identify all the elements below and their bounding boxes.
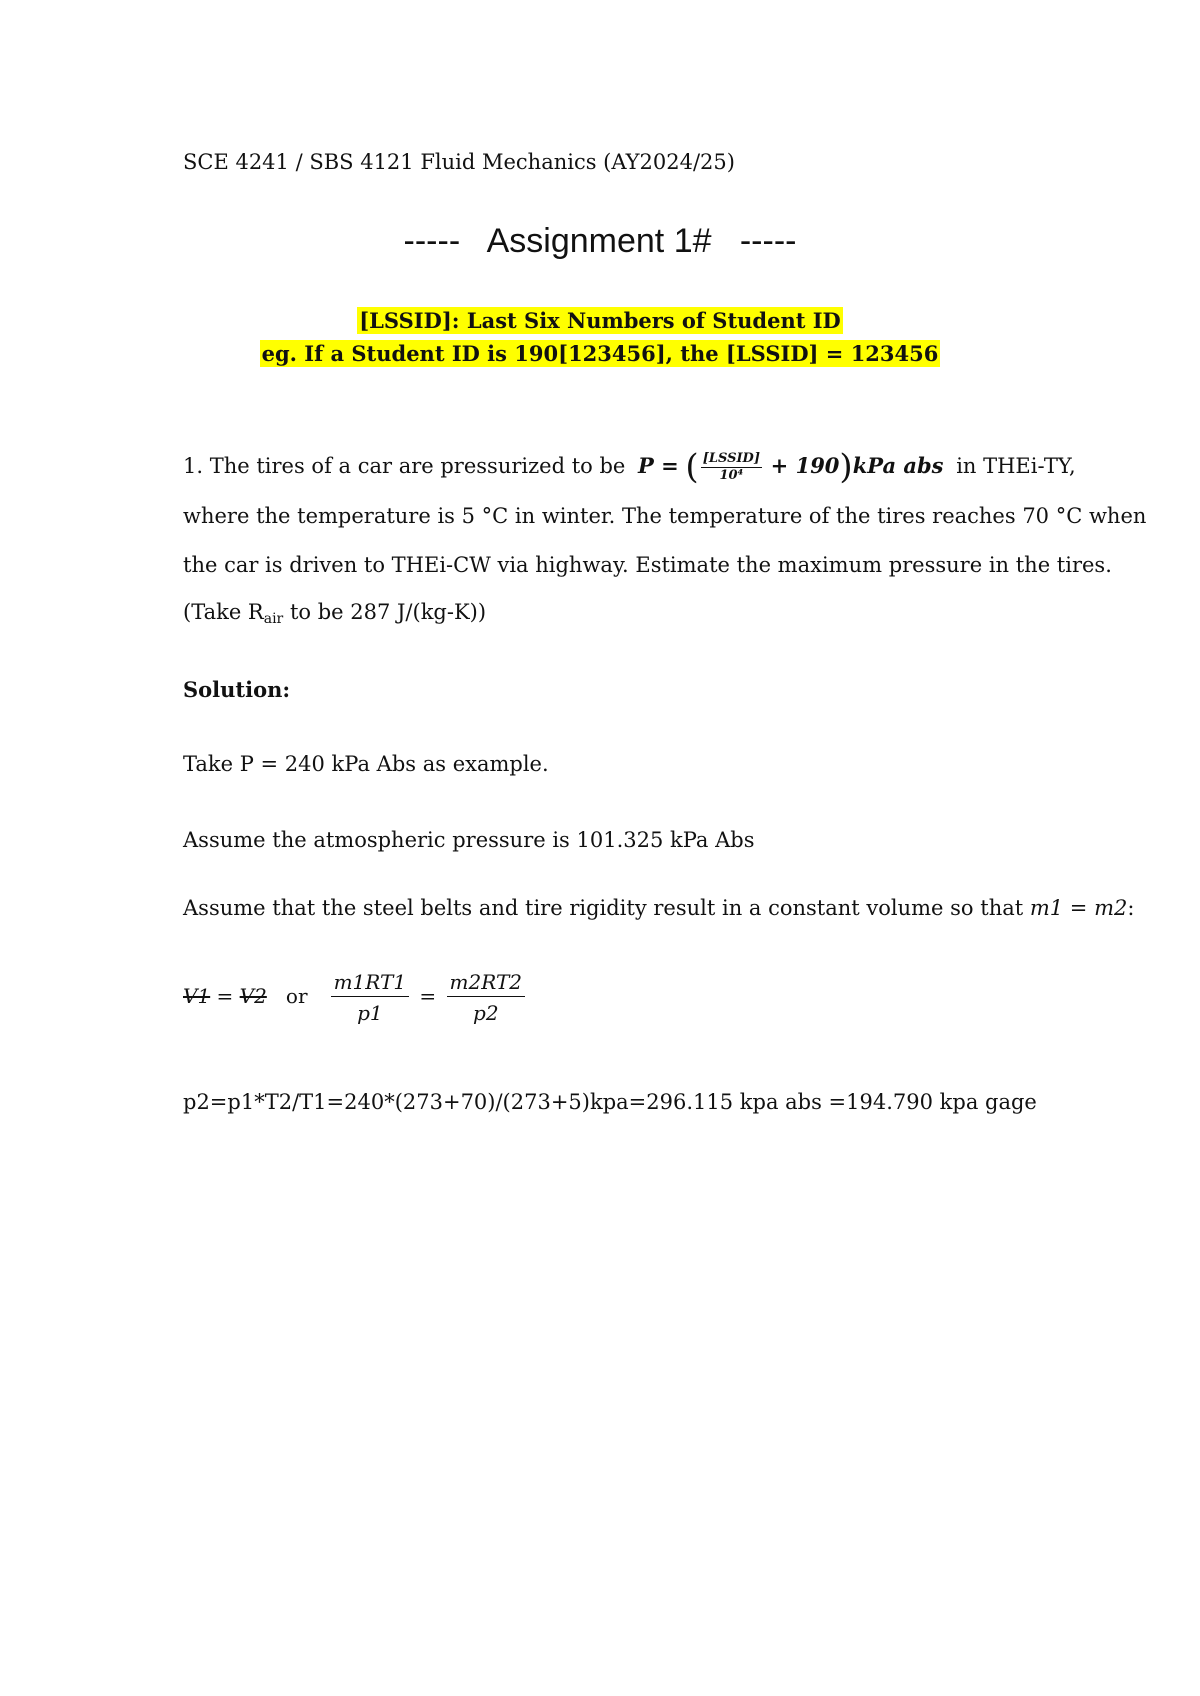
highlight-text-1: [LSSID]: Last Six Numbers of Student ID	[359, 308, 841, 333]
r-air-prefix: (Take R	[183, 600, 264, 624]
pressure-formula	[638, 447, 943, 488]
lssid-fraction	[701, 451, 762, 483]
solution-step-1: Take P = 240 kPa Abs as example.	[183, 752, 549, 776]
volume-1: V1	[183, 984, 211, 1008]
or-word: or	[285, 984, 308, 1008]
highlight-text-2: eg. If a Student ID is 190[123456], the [LSSID] = 123456	[261, 341, 939, 366]
left-paren: (	[685, 447, 699, 487]
step-3-end: :	[1127, 896, 1135, 920]
r-air-suffix: to be 287 J/(kg-K))	[283, 600, 487, 624]
fraction-denominator: 10⁴	[719, 467, 744, 483]
question-line-4	[183, 600, 486, 628]
question-prefix: 1. The tires of a car are pressurized to be	[183, 453, 626, 478]
formula-p-eq: P =	[638, 452, 679, 478]
right-numerator: m2RT2	[447, 970, 525, 997]
left-denominator: p1	[357, 1001, 383, 1025]
assignment-title: ----- Assignment 1# -----	[403, 222, 797, 260]
equals-sign-2: =	[419, 984, 437, 1008]
highlight-line-1	[0, 308, 1200, 333]
right-paren: )	[839, 447, 853, 487]
question-suffix: in THEi-TY,	[956, 453, 1076, 478]
formula-plus-term: + 190	[770, 452, 840, 478]
question-line-3: the car is driven to THEi-CW via highway. Estimate the maximum pressure in the tires.	[183, 553, 1112, 577]
right-gas-fraction	[447, 970, 525, 1025]
solution-step-2: Assume the atmospheric pressure is 101.325 kPa Abs	[183, 828, 755, 852]
r-air-subscript: air	[263, 611, 284, 627]
solution-heading: Solution:	[183, 677, 291, 702]
ideal-gas-equation	[183, 970, 529, 1025]
equals-sign-1: =	[216, 984, 234, 1008]
question-line-1	[183, 447, 1076, 488]
mass-equality: m1 = m2	[1029, 896, 1128, 920]
final-pressure-line: p2=p1*T2/T1=240*(273+70)/(273+5)kpa=296.115 kpa abs =194.790 kpa gage	[183, 1090, 1037, 1114]
question-line-2: where the temperature is 5 °C in winter. The temperature of the tires reaches 70 °C when	[183, 504, 1147, 528]
course-line: SCE 4241 / SBS 4121 Fluid Mechanics (AY2024/25)	[183, 150, 735, 174]
right-denominator: p2	[473, 1001, 499, 1025]
highlight-line-2	[0, 341, 1200, 366]
left-numerator: m1RT1	[331, 970, 409, 997]
volume-2: V2	[239, 984, 267, 1008]
solution-step-3	[183, 896, 1134, 921]
left-gas-fraction	[331, 970, 409, 1025]
fraction-numerator: [LSSID]	[702, 451, 760, 467]
formula-unit: kPa abs	[852, 452, 944, 478]
step-3-text: Assume that the steel belts and tire rigidity result in a constant volume so that	[183, 896, 1030, 920]
